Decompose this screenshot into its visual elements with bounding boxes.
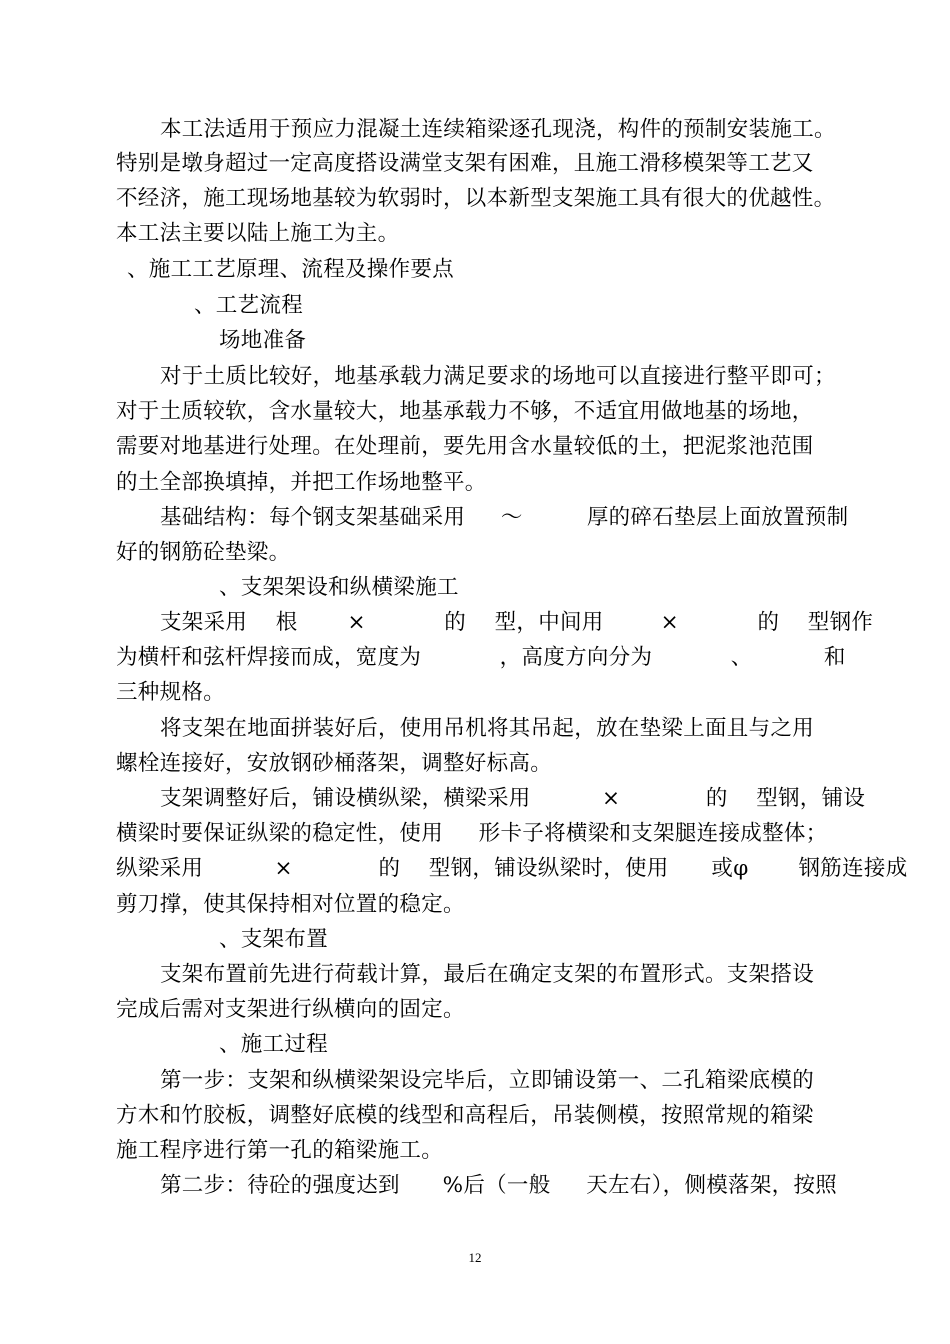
body-text-line: 螺栓连接好，安放钢砂桶落架，调整好标高。: [116, 751, 553, 776]
body-text-line: 支架布置前先进行荷载计算，最后在确定支架的布置形式。支架搭设: [160, 962, 815, 987]
body-text-line: 第一步：支架和纵横梁架设完毕后，立即铺设第一、二孔箱梁底模的: [160, 1068, 815, 1093]
page-number: 12: [468, 1250, 482, 1265]
subsection-heading: 、支架架设和纵横梁施工: [219, 575, 459, 600]
body-text-line: 三种规格。: [116, 680, 226, 705]
body-text-line: 将支架在地面拼装好后，使用吊机将其吊起，放在垫梁上面且与之用: [160, 716, 815, 741]
section-heading: 、施工工艺原理、流程及操作要点: [127, 257, 455, 282]
body-text-line: 纵梁采用 × 的 型钢，铺设纵梁时，使用 或φ 钢筋连接成: [116, 856, 908, 881]
subsection-heading: 场地准备: [219, 328, 307, 353]
subsection-heading: 、工艺流程: [194, 293, 304, 318]
body-text-line: 特别是墩身超过一定高度搭设满堂支架有困难，且施工滑移模架等工艺又: [116, 151, 814, 176]
body-text-line: 支架采用 根 × 的 型，中间用 × 的 型钢作: [160, 610, 874, 635]
body-text-line: 第二步：待砼的强度达到 %后（一般 天左右），侧模落架，按照: [160, 1173, 838, 1198]
body-text-line: 需要对地基进行处理。在处理前，要先用含水量较低的土，把泥浆池范围: [116, 434, 814, 459]
subsection-heading: 、支架布置: [219, 927, 329, 952]
body-text-line: 支架调整好后，铺设横纵梁，横梁采用 × 的 型钢，铺设: [160, 786, 866, 811]
body-text-line: 施工程序进行第一孔的箱梁施工。: [116, 1138, 444, 1163]
body-text-line: 的土全部换填掉，并把工作场地整平。: [116, 470, 487, 495]
body-text-line: 本工法主要以陆上施工为主。: [116, 221, 400, 246]
body-text-line: 基础结构：每个钢支架基础采用 ～ 厚的碎石垫层上面放置预制: [160, 505, 849, 530]
body-text-line: 为横杆和弦杆焊接而成，宽度为 ，高度方向分为 、 和: [116, 645, 846, 670]
body-text-line: 横梁时要保证纵梁的稳定性，使用 形卡子将横梁和支架腿连接成整体；: [116, 821, 828, 846]
body-text-line: 方木和竹胶板，调整好底模的线型和高程后，吊装侧模，按照常规的箱梁: [116, 1103, 814, 1128]
body-text-line: 完成后需对支架进行纵横向的固定。: [116, 997, 465, 1022]
body-text-line: 对于土质比较好，地基承载力满足要求的场地可以直接进行整平即可；: [160, 364, 836, 389]
body-text-line: 好的钢筋砼垫梁。: [116, 540, 291, 565]
body-text-line: 不经济，施工现场地基较为软弱时，以本新型支架施工具有很大的优越性。: [116, 186, 836, 211]
subsection-heading: 、施工过程: [219, 1032, 329, 1057]
body-text-line: 剪刀撑，使其保持相对位置的稳定。: [116, 892, 465, 917]
body-text-line: 本工法适用于预应力混凝土连续箱梁逐孔现浇，构件的预制安装施工。: [160, 117, 836, 142]
body-text-line: 对于土质较软，含水量较大，地基承载力不够，不适宜用做地基的场地，: [116, 399, 814, 424]
